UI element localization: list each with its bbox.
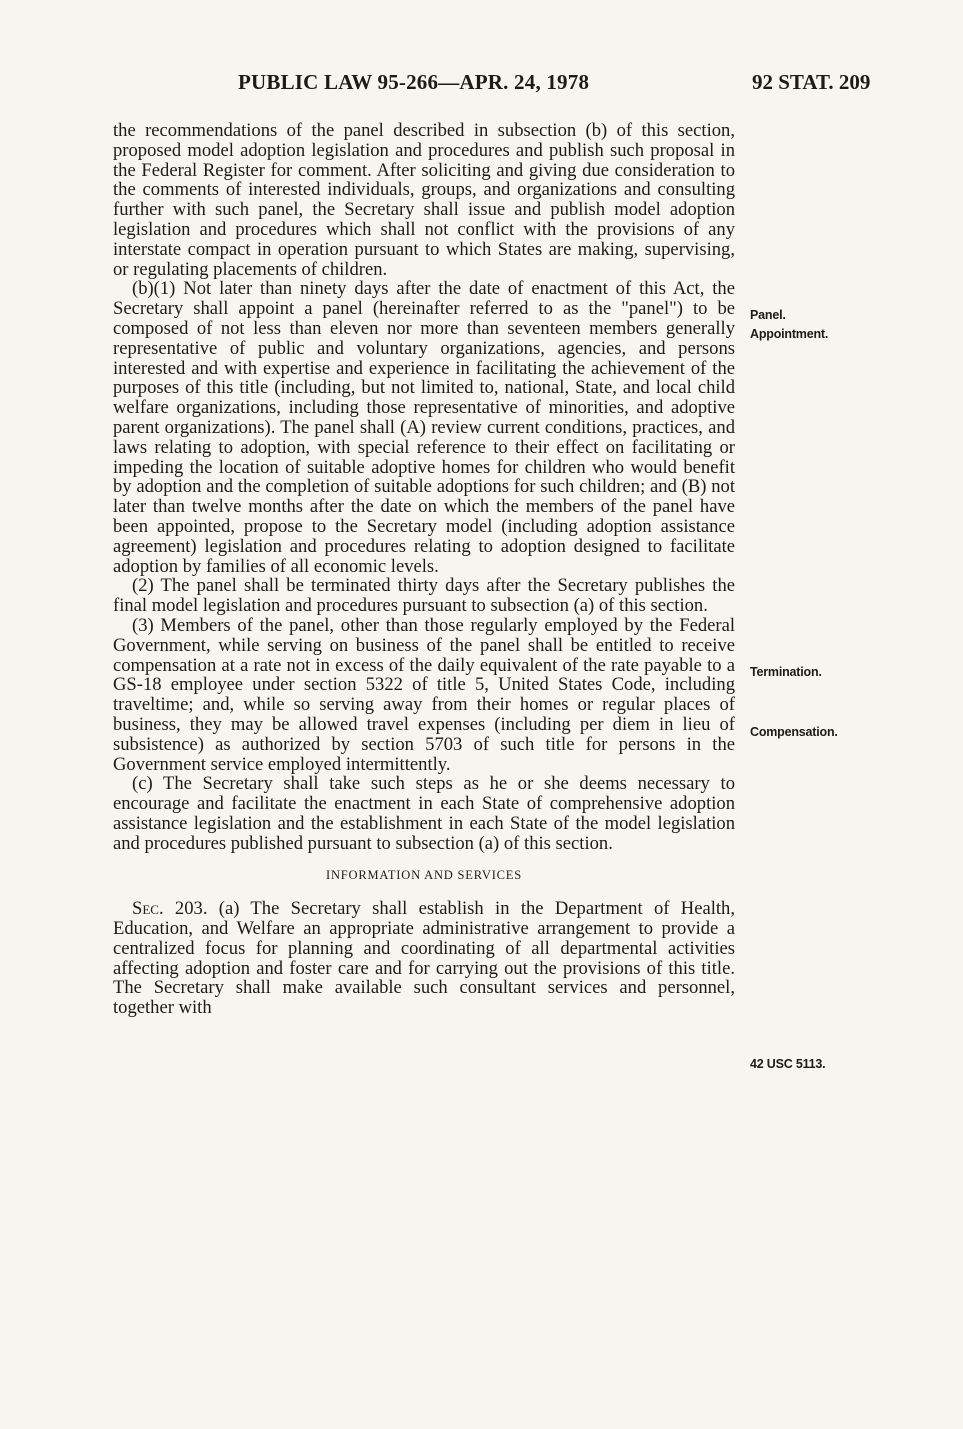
section-203-text: (a) The Secretary shall establish in the Department of Health, Education, and Welfare an appropriate administrative arrangement to provide a centralized focus for planning and coordinating of all departmental activities affecting adoption and foster care and for carrying out the provisions of this title. The Secretary shall make available such consultant services and personnel, together with [113,898,735,1019]
paragraph-b2-termination: (2) The panel shall be terminated thirty days after the Secretary publishes the final model legislation and procedures pursuant to subsection (a) of this section. [113,575,735,617]
paragraph-b1-panel-appointment: (b)(1) Not later than ninety days after the date of enactment of this Act, the Secretary shall appoint a panel (hereinafter referred to as the "panel") to be composed of not less than eleven nor more than seventeen members generally representative of public and voluntary organizations, agencies, and persons interested and with expertise and experience in facilitating the achievement of the purposes of this title (including, but not limited to, national, State, and local child welfare organizations, including those representative of minorities, and adoptive parent organizations). The panel shall (A) review current conditions, practices, and laws relating to adoption, with special reference to their effect on facilitating or impeding the location of suitable adoptive homes for children who would benefit by adoption and the completion of suitable adoptions for such children; and (B) not later than twelve months after the date on which the members of the panel have been appointed, propose to the Secretary model (including adoption assistance agreement) legislation and procedures relating to adoption designed to facilitate adoption by families of all economic levels. [113,278,735,577]
margin-note-panel: Panel. [750,308,786,322]
paragraph-b3-compensation: (3) Members of the panel, other than those regularly employed by the Federal Government, while serving on business of the panel shall be entitled to receive compensation at a rate not in excess of the daily equivalent of the rate payable to a GS-18 employee under section 5322 of title 5, United States Code, including traveltime; and, while so serving away from their homes or regular places of business, they may be allowed travel expenses (including per diem in lieu of subsistence) as authorized by section 5703 of such title for persons in the Government service employed intermittently. [113,614,735,775]
running-header [0,70,963,100]
paragraph-c-encourage-states: (c) The Secretary shall take such steps as he or she deems necessary to encourage and facilitate the enactment in each State of comprehensive adoption assistance legislation and the establishment in each State of the model legislation and procedures published pursuant to subsection (a) of this section. [113,773,735,854]
statute-page-number: 92 STAT. 209 [752,70,871,94]
margin-note-compensation: Compensation. [750,725,838,739]
margin-note-termination: Termination. [750,665,822,679]
section-heading: INFORMATION AND SERVICES [326,868,522,883]
margin-note-usc-citation: 42 USC 5113. [750,1057,826,1071]
public-law-title: PUBLIC LAW 95-266—APR. 24, 1978 [238,70,590,94]
paragraph-sec-203 [113,899,735,1018]
statute-body [113,121,735,1018]
paragraph-continuation: the recommendations of the panel described in subsection (b) of this section, proposed model adoption legislation and procedures and publish such proposal in the Federal Register for comment. After soliciting and giving due consideration to the comments of interested individuals, groups, and organizations and consulting further with such panel, the Secretary shall issue and publish model adoption legislation and procedures which shall not conflict with the provisions of any interstate compact in operation pursuant to which States are making, supervising, or regulating placements of children. [113,120,735,280]
section-label: Sec. 203. [132,898,208,920]
margin-note-appointment: Appointment. [750,327,829,341]
